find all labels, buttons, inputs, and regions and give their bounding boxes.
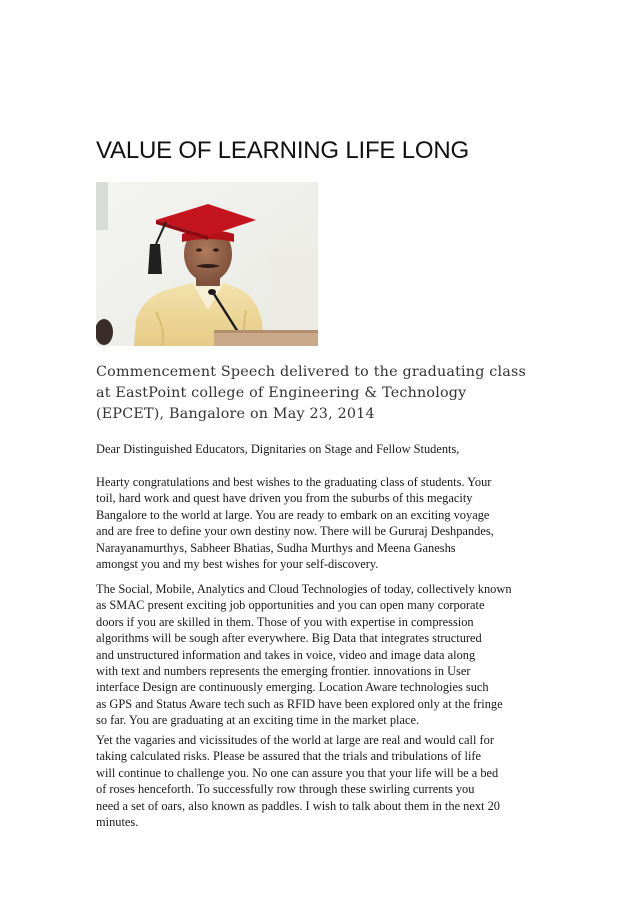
paragraph-line: with text and numbers represents the emerging frontier. innovations in User (96, 664, 471, 679)
paragraph-line: and unstructured information and takes in voice, video and image data along (96, 647, 476, 662)
paragraph-line: minutes. (96, 815, 139, 830)
paragraph-line: Bangalore to the world at large. You are ready to embark on an exciting voyage (96, 507, 490, 522)
paragraph-line: toil, hard work and quest have driven you from the suburbs of this megacity (96, 491, 473, 506)
paragraph-line: doors if you are skilled in them. Those of you with expertise in compression (96, 614, 474, 629)
paragraph-line: as SMAC present exciting job opportunities and you can open many corporate (96, 598, 485, 613)
salutation-text: Dear Distinguished Educators, Dignitaries on Stage and Fellow Students, (96, 442, 460, 456)
paragraph-line: and are free to define your own destiny now. There will be Gururaj Deshpandes, (96, 524, 494, 539)
paragraph-line: of roses henceforth. To successfully row through these swirling currents you (96, 782, 475, 797)
paragraph (96, 581, 556, 729)
subtitle-line: Commencement Speech delivered to the graduating class (96, 364, 527, 380)
paragraph-line: will continue to challenge you. No one can assure you that your life will be a bed (96, 765, 499, 780)
paragraph-line: Hearty congratulations and best wishes to the graduating class of students. Your (96, 475, 492, 489)
paragraph-line: Yet the vagaries and vicissitudes of the world at large are real and would call for (96, 733, 494, 747)
paragraph-line: Narayanamurthys, Sabheer Bhatias, Sudha Murthys and Meena Ganeshs (96, 540, 456, 555)
paragraph-line: so far. You are graduating at an exciting time in the market place. (96, 713, 420, 728)
paragraph-line: algorithms will be sough after everywhere. Big Data that integrates structured (96, 631, 482, 646)
paragraph-line: amongst you and my best wishes for your self-discovery. (96, 557, 379, 572)
paragraph-line: need a set of oars, also known as paddles. I wish to talk about them in the next 20 (96, 798, 500, 813)
speech-subtitle (96, 362, 546, 425)
salutation (96, 441, 556, 457)
paragraph-line: interface Design are continuously emerging. Location Aware technologies such (96, 680, 489, 695)
paragraph (96, 474, 556, 572)
paragraph (96, 732, 556, 830)
paragraph-line: as GPS and Status Aware tech such as RFID have been explored only at the fringe (96, 696, 503, 711)
paragraph-line: taking calculated risks. Please be assured that the trials and tribulations of life (96, 749, 482, 764)
paragraph-line: The Social, Mobile, Analytics and Cloud Technologies of today, collectively known (96, 582, 512, 596)
subtitle-line: at EastPoint college of Engineering & Technology (96, 385, 467, 401)
subtitle-line: (EPCET), Bangalore on May 23, 2014 (96, 406, 375, 422)
speaker-photo (96, 182, 318, 346)
page-title: VALUE OF LEARNING LIFE LONG (96, 137, 469, 164)
